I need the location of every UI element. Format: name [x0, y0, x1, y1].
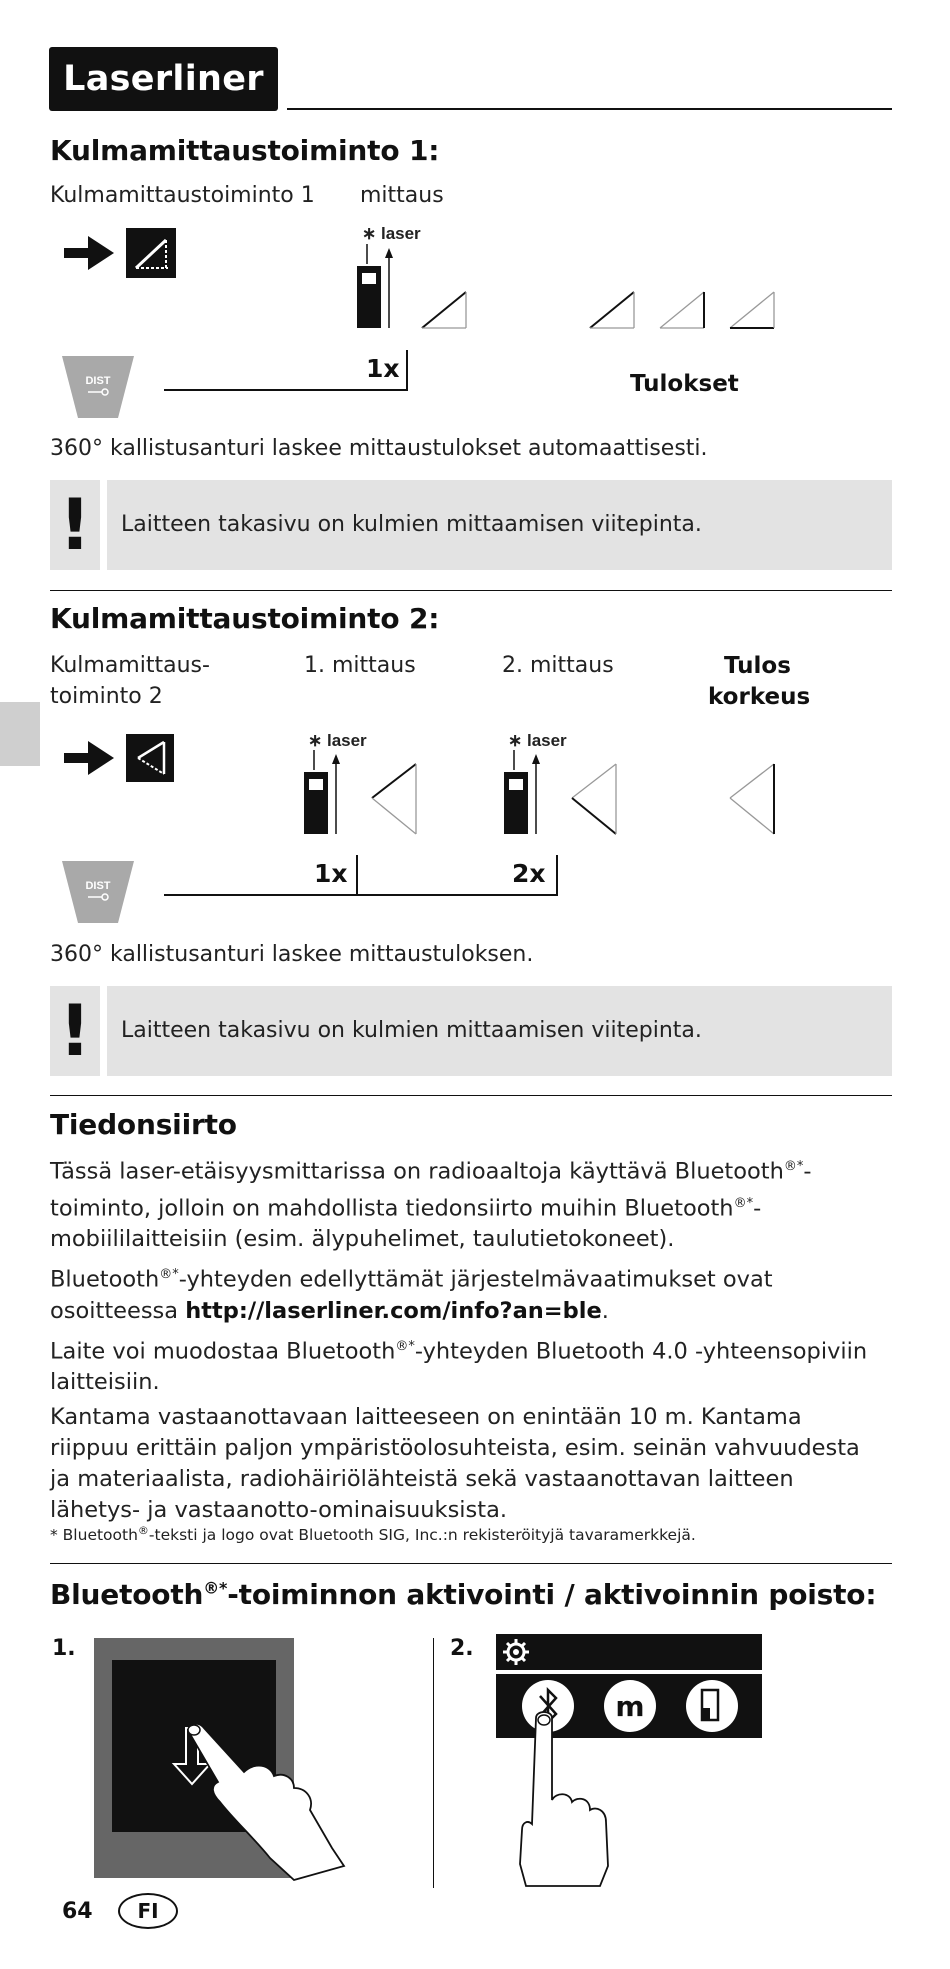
press-timeline [164, 389, 408, 391]
transfer-title: Tiedonsiirto [50, 1108, 237, 1141]
language-badge: FI [118, 1893, 178, 1929]
laser-device-icon [355, 244, 405, 332]
result-triangle-height-icon [658, 290, 708, 330]
transfer-paragraph-1: Tässä laser-etäisyysmittarissa on radioaaltoja käyttävä Bluetooth®*- toiminto, jolloin on mahdollista tiedonsiirto muihin Bluetooth®*- mobiililaitteisiin (esim. älypuhelimet, taulutietokoneet). [50, 1158, 812, 1252]
section1-note-text: Laitteen takasivu on kulmien mittaamisen viitepinta. [121, 512, 702, 537]
results-label: Tulokset [630, 371, 739, 397]
laser-device-icon [502, 750, 552, 838]
result-triangle-base-icon [728, 290, 778, 330]
transfer-paragraph-3: Laite voi muodostaa Bluetooth®*-yhteyden Bluetooth 4.0 -yhteensopiviin laitteisiin. [50, 1338, 868, 1395]
laser-label: ∗ laser [308, 731, 367, 750]
dist-button[interactable] [62, 356, 134, 420]
result-label-line1: Tulos [724, 653, 791, 679]
section1-title: Kulmamittaustoiminto 1: [50, 134, 440, 167]
press-count-2x: 2x [512, 859, 546, 888]
trademark-footnote: * Bluetooth®-teksti ja logo ovat Bluetooth SIG, Inc.:n rekisteröityjä tavaramerkkejä. [50, 1524, 696, 1545]
step-1-label: 1. [52, 1636, 76, 1661]
brand-logo: Laserliner [49, 47, 278, 111]
angle-function-2-icon [126, 734, 174, 782]
section2-col1-line1: Kulmamittaus- [50, 653, 210, 678]
header-rule [287, 108, 892, 110]
laser-label: ∗ laser [362, 224, 421, 243]
settings-screen-illustration [496, 1634, 766, 1894]
transfer-paragraph-2: Bluetooth®*-yhteyden edellyttämät järjestelmävaatimukset ovat osoitteessa http://laserliner.com/info?an=ble. [50, 1266, 773, 1324]
dist-button-label: DIST [85, 375, 111, 387]
activation-title: Bluetooth®*-toiminnon aktivointi / aktivoinnin poisto: [50, 1578, 877, 1611]
section2-sensor-text: 360° kallistusanturi laskee mittaustuloksen. [50, 942, 534, 967]
warning-exclamation-icon: ! [50, 480, 100, 570]
angle-triangle-icon [420, 290, 470, 330]
angle-function-1-icon [126, 228, 176, 278]
section2-col2-label: 1. mittaus [304, 653, 416, 678]
section1-col2-label: mittaus [360, 183, 444, 208]
warning-exclamation-icon: ! [50, 986, 100, 1076]
section-divider [50, 590, 892, 591]
laser-device-icon [302, 750, 352, 838]
section1-note [50, 480, 892, 570]
device-screen-swipe-illustration [94, 1638, 344, 1888]
angle-triangle-upper-icon [370, 762, 420, 836]
press-timeline [164, 894, 558, 896]
dist-button[interactable] [62, 861, 134, 925]
angle-triangle-lower-icon [570, 762, 620, 836]
result-label-line2: korkeus [708, 684, 811, 710]
section-divider [50, 1095, 892, 1096]
transfer-paragraph-4: Kantama vastaanottavaan laitteeseen on enintään 10 m. Kantama riippuu erittäin paljon ympäristöolosuhteista, esim. seinän vahvuudesta ja materiaalista, radiohäiriölähteistä sekä vastaanottavan laitteen lähetys- ja vastaanotto-ominaisuuksista. [50, 1404, 860, 1523]
section1-col1-label: Kulmamittaustoiminto 1 [50, 183, 315, 208]
result-triangle-hypotenuse-icon [588, 290, 638, 330]
press-marker [406, 350, 408, 391]
press-count-1x: 1x [366, 354, 400, 383]
reference-point-button[interactable] [686, 1680, 738, 1732]
laser-label: ∗ laser [508, 731, 567, 750]
result-height-triangle-icon [728, 762, 778, 836]
section2-title: Kulmamittaustoiminto 2: [50, 602, 440, 635]
hand-pointer-icon [520, 1712, 608, 1886]
press-marker-1 [356, 855, 358, 896]
step-2-label: 2. [450, 1636, 474, 1661]
press-count-1x: 1x [314, 859, 348, 888]
page-number: 64 [62, 1899, 93, 1924]
side-tab-marker [0, 702, 40, 766]
requirements-link[interactable]: http://laserliner.com/info?an=ble [185, 1297, 602, 1324]
transfer-body [50, 1151, 892, 1530]
section2-col1-line2: toiminto 2 [50, 684, 163, 709]
press-marker-2 [556, 855, 558, 896]
section2-note-text: Laitteen takasivu on kulmien mittaamisen viitepinta. [121, 1018, 702, 1043]
section2-col3-label: 2. mittaus [502, 653, 614, 678]
section1-sensor-text: 360° kallistusanturi laskee mittaustulokset automaattisesti. [50, 436, 708, 461]
unit-m-button[interactable] [604, 1680, 656, 1732]
steps-divider [433, 1638, 434, 1888]
unit-m-label: m [615, 1690, 645, 1723]
section2-note [50, 986, 892, 1076]
section-divider [50, 1563, 892, 1564]
dist-button-label: DIST [85, 880, 111, 892]
